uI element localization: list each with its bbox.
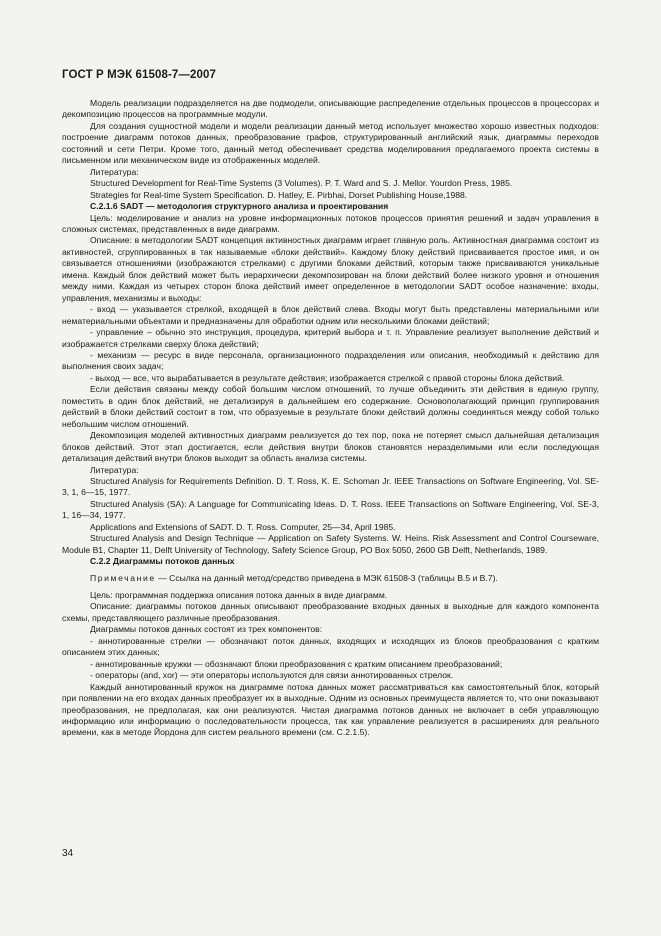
note-text: — Ссылка на данный метод/средство приведена в МЭК 61508-3 (таблицы В.5 и В.7). [155, 572, 498, 583]
paragraph: Декомпозиция моделей активностных диаграмм реализуется до тех пор, пока не потеряет смысл дальнейшая детализация блоков действий. Этот этап достигается, если действия внутри блоков становятся неразделимыми или если последующая детализация действий внутри блоков выходит за область анализа системы. [62, 430, 599, 464]
paragraph: Цель: моделирование и анализ на уровне информационных потоков процессов принятия решений и задач управления в сложных системах, представленных в виде диаграмм. [62, 212, 599, 234]
reference: Applications and Extensions of SADT. D. T. Ross. Computer, 25—34, April 1985. [90, 521, 396, 532]
document-body [62, 98, 599, 739]
paragraph: Описание: в методологии SADT концепция активностных диаграмм играет главную роль. Активностная диаграмма состоит из активностей, сгруппированных в так называемые «блоки действий». Каждому блоку действий присваивается простое имя, и он связывается отношениями (изображаются стрелками) с другими блоками действий, которым также присваиваются уникальные имена. Каждый блок действий может быть иерархически декомпозирован на блоки действий более низкого уровня и отношения между ними. Каждая из четырех сторон блока действий имеет определенное в методологии SADT особое назначение: входы, управления, механизмы и выходы: [62, 235, 599, 303]
paragraph: Для создания сущностной модели и модели реализации данный метод использует множество хорошо известных подходов: построение диаграмм потоков данных, преобразование графов, структурированный английский язык, диаграммы переходов состояний и сети Петри. Кроме того, данный метод обеспечивает средства моделирования предлагаемого проекта системы в письменном или механическом виде из отображенных моделей. [62, 120, 599, 166]
list-item: - аннотированные кружки — обозначают блоки преобразования с кратким описанием преобразований; [90, 658, 503, 669]
reference: Strategies for Real-time System Specification. D. Hatley, E. Pirbhai, Dorset Publishing House,1988. [90, 189, 468, 200]
reference: Structured Analysis for Requirements Definition. D. T. Ross, K. E. Schoman Jr. IEEE Transactions on Software Engineering, Vol. SE-3, 1, 6—15, 1977. [62, 475, 599, 498]
page-number: 34 [62, 848, 74, 859]
paragraph: Каждый аннотированный кружок на диаграмме потока данных может рассматриваться как самостоятельный блок, который при появлении на его входах данных преобразует их в выходные. Одним из основных преимуществ является то, что они показывают преобразования, не предполагая, как они реализуются. Чистая диаграмма потоков данных не включает в себя управляющую информацию или информацию о последовательности процесса, так как управление реализуется в расширениях для реального времени, как в методе Йордона для систем реального времени (см. C.2.1.5). [62, 681, 599, 738]
reference: Structured Development for Real-Time Systems (3 Volumes). P. T. Ward and S. J. Mellor. Yourdon Press, 1985. [90, 178, 513, 189]
section-heading-dfd: C.2.2 Диаграммы потоков данных [90, 556, 235, 567]
list-item: - вход — указывается стрелкой, входящей в блок действий слева. Входы могут быть представлены материальными или нематериальными объектами и предназначены для обработки одним или несколькими блоками действий; [62, 304, 599, 326]
paragraph: Описание: диаграммы потоков данных описывают преобразование входных данных в выходные для каждого компонента схемы, представляющего различные преобразования. [62, 601, 599, 623]
reference: Structured Analysis and Design Technique — Application on Safety Systems. W. Heins. Risk Assessment and Control Courseware, Module B1, Chapter 11, Delft University of Technology, Safety Science Group, PO Box 5050, 2600 GB Delft, Netherlands, 1989. [62, 533, 599, 555]
list-item: - операторы (and, xor) — эти операторы используются для связи аннотированных стрелок. [90, 670, 454, 681]
section-heading-sadt: C.2.1.6 SADT — методология структурного анализа и проектирования [90, 201, 389, 212]
paragraph: Если действия связаны между собой большим числом отношений, то лучше объединить эти действия в единую группу, поместить в один блок действий, не детализируя в дальнейшем его содержание. Основополагающий принцип группирования действий в блоки действий состоит в том, что образуемые в результате блоки действий должны соединяться между собой только небольшим числом отношений. [62, 384, 599, 429]
list-item: - аннотированные стрелки — обозначают поток данных, входящих и исходящих из блоков преобразования с кратким описанием этих данных; [62, 635, 599, 658]
document-header: ГОСТ Р МЭК 61508-7—2007 [62, 69, 216, 81]
note [62, 573, 599, 584]
paragraph: Литература: [90, 464, 139, 475]
paragraph: Цель: программная поддержка описания потока данных в виде диаграмм. [90, 590, 388, 601]
list-item: - механизм — ресурс в виде персонала, организационного подразделения или описания, необходимый к действию для выполнения своих задач; [62, 349, 599, 372]
paragraph: Литература: [90, 166, 139, 177]
list-item: - выход — все, что вырабатывается в результате действия; изображается стрелкой с правой стороны блока действий. [90, 372, 565, 383]
paragraph: Диаграммы потоков данных состоят из трех компонентов: [90, 624, 323, 635]
paragraph: Модель реализации подразделяется на две подмодели, описывающие распределение отдельных процессов в процессорах и декомпозицию процессов на программные модули. [62, 98, 599, 120]
note-label: Примечание [90, 572, 156, 583]
list-item: - управление – обычно это инструкция, процедура, критерий выбора и т. п. Управление реализует выполнение действий и изображается стрелками сверху блока действий; [62, 327, 599, 349]
reference: Structured Analysis (SA): A Language for Communicating Ideas. D. T. Ross. IEEE Transactions on Software Engineering, Vol. SE-3, 1, 16—34, 1977. [62, 498, 599, 521]
